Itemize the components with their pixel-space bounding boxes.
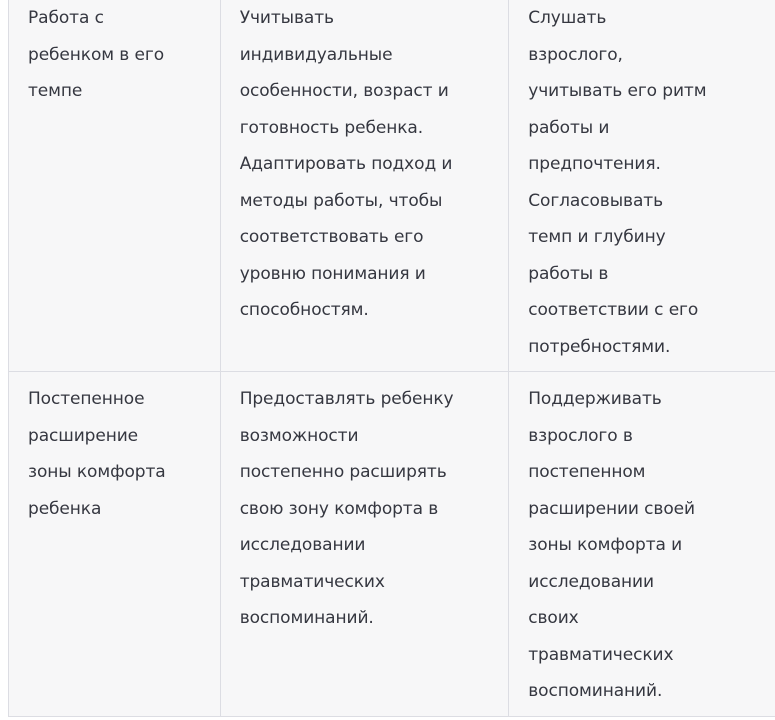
- table-cell-adult: [509, 372, 775, 717]
- table-cell-principle: [9, 0, 221, 372]
- cell-text: Поддерживать взрослого в постепенном расширении своей зоны комфорта и исследовании своих травматических воспоминаний.: [528, 389, 695, 701]
- cell-text: Слушать взрослого, учитывать его ритм работы и предпочтения. Согласовывать темп и глубину работы в соответствии с его потребностями.: [528, 8, 707, 357]
- cell-text: Учитывать индивидуальные особенности, возраст и готовность ребенка. Адаптировать подход и методы работы, чтобы соответствовать его уровню понимания и способностям.: [239, 8, 453, 320]
- table-cell-adult: [509, 0, 775, 372]
- table-cell-therapist: [220, 372, 509, 717]
- cell-text: Предоставлять ребенку возможности постепенно расширять свою зону комфорта в исследовании травматических воспоминаний.: [239, 389, 454, 628]
- table-cell-therapist: [220, 0, 509, 372]
- table-cell-principle: [9, 372, 221, 717]
- comparison-table: [8, 0, 775, 717]
- table-row: [9, 0, 775, 372]
- table-row: [9, 372, 775, 717]
- cell-text: Постепенное расширение зоны комфорта ребенка: [28, 389, 166, 519]
- cell-text: Работа с ребенком в его темпе: [28, 8, 165, 101]
